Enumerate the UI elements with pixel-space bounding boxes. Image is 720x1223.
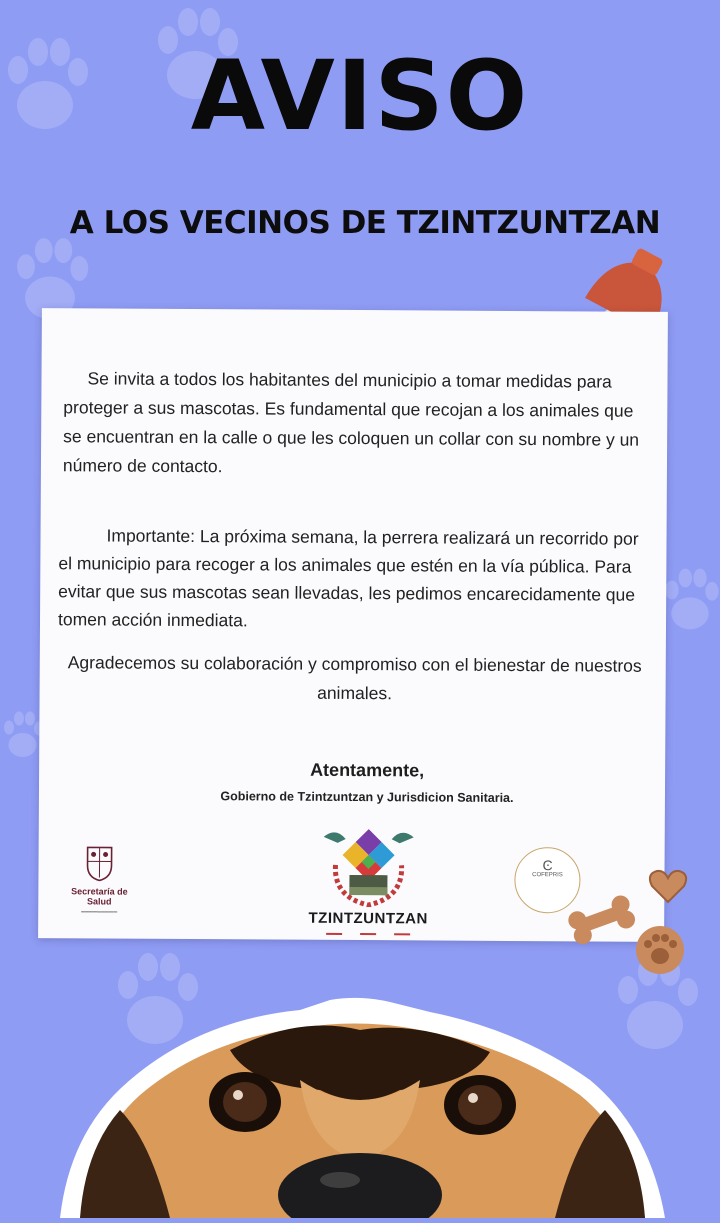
pet-treats-decoration (566, 868, 696, 988)
cofepris-mark-icon: Ͼ (515, 858, 579, 872)
notice-paragraph-3: Agradecemos su colaboración y compromiso con el bienestar de nuestros animales. (57, 648, 651, 710)
salud-label: Secretaría de Salud (64, 886, 134, 906)
paw-treat-icon (636, 926, 684, 974)
tzintzuntzan-emblem-icon (313, 825, 423, 908)
cofepris-label: COFEPRIS (515, 872, 579, 878)
tzintzuntzan-logo (308, 825, 429, 936)
heart-treat-icon (650, 871, 686, 902)
paw-print-icon (660, 560, 720, 640)
tzintzuntzan-label: TZINTZUNTZAN (308, 910, 428, 928)
notice-card (38, 308, 668, 942)
salud-small-line: ▬▬▬▬▬▬▬▬▬ (64, 908, 134, 913)
notice-paragraph-2: Importante: La próxima semana, la perrera realizará un recorrido por el municipio para recoger a los animales que estén en la vía pública. Para evitar que sus mascotas sean llevadas, les pedimos encarecidamente que tomen acción inmediata. (58, 521, 653, 637)
dog-face-illustration (0, 990, 720, 1223)
secretaria-salud-logo (64, 843, 134, 913)
page-title: AVISO (0, 40, 720, 152)
bone-treat-icon (566, 893, 638, 947)
page-subtitle: A LOS VECINOS DE TZINTZUNTZAN (0, 205, 720, 241)
coat-of-arms-icon (84, 843, 114, 881)
organization-text: Gobierno de Tzintzuntzan y Jurisdicion Sanitaria. (39, 788, 695, 806)
closing-text: Atentamente, (39, 758, 695, 783)
notice-paragraph-1: Se invita a todos los habitantes del municipio a tomar medidas para proteger a sus mascotas. Es fundamental que recojan a los animales que se encuentran en la calle o que les coloquen un collar con su nombre y un número de contacto. (63, 364, 654, 484)
tzintzuntzan-underline (326, 933, 410, 936)
